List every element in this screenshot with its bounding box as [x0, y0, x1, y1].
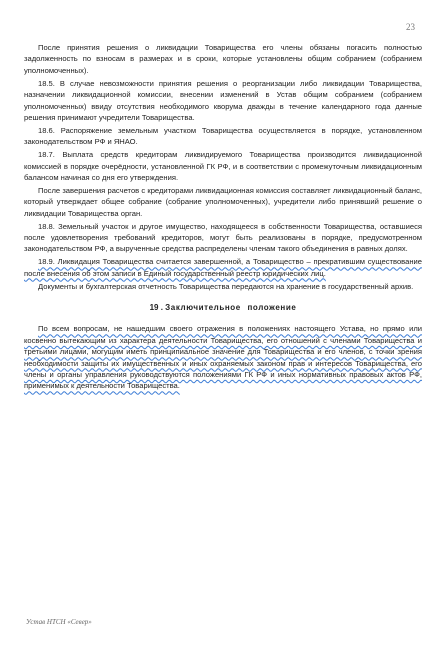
paragraph-18-9-text: 18.9. Ликвидация Товарищества считается завершенной, а Товарищество – прекратившим существование после внесения об этом записи в Единый государственный реестр юридических лиц. [24, 257, 422, 278]
section-title-word2: положение [247, 303, 297, 313]
section-number: 19 . [149, 303, 163, 313]
paragraph-archive: Документы и бухгалтерская отчетность Товарищества передаются на хранение в государственный архив. [38, 281, 414, 291]
paragraph-18-7: 18.7. Выплата средств кредиторам ликвидируемого Товарищества производится ликвидационной комиссией в порядке очерёдности, установленной ГК РФ, и в соответствии с промежуточным ликвидационным балансом начиная со дня его утверждения. [24, 150, 422, 182]
document-body [24, 42, 422, 393]
section-heading [24, 302, 422, 313]
final-provision-paragraph [24, 323, 422, 391]
page-number: 23 [406, 22, 415, 32]
paragraph-18-8: 18.8. Земельный участок и другое имущество, находящееся в собственности Товарищества, оставшиеся после удовлетворения требований кредиторов, могут быть реализованы в порядке, предусмотренном законодательством РФ, а вырученные средства распределены членам такого объединения в равных долях. [24, 221, 422, 254]
paragraph-18-6: 18.6. Распоряжение земельным участком Товарищества осуществляется в порядке, установленном законодательством РФ и ЯНАО. [24, 125, 422, 147]
section-title-word1: Заключительное [165, 303, 241, 313]
paragraph-18-9 [24, 256, 422, 279]
document-footer: Устав НТСН «Север» [26, 618, 92, 626]
paragraph-liquidation-dues: После принятия решения о ликвидации Товарищества его члены обязаны погасить полностью задолженность по взносам в размерах и в сроки, которые установлены общим собранием (собранием уполномоченных). [24, 43, 422, 75]
paragraph-liquidation-balance: После завершения расчетов с кредиторами ликвидационная комиссия составляет ликвидационный баланс, который утверждает общее собрание (собрание уполномоченных), учредители либо принявший решение о ликвидации Товарищества орган. [24, 185, 422, 218]
paragraph-18-5: 18.5. В случае невозможности принятия решения о реорганизации либо ликвидации Товарищества, назначении ликвидационной комиссии, внесении изменений в Устав общим собранием (собранием уполномоченных) ввиду отсутствия необходимого кворума дважды в течение календарного года данные решения принимают учредители Товарищества. [24, 78, 422, 122]
final-provision-text: По всем вопросам, не нашедшим своего отражения в положениях настоящего Устава, но прямо или косвенно вытекающим из характера деятельности Товарищества, его отношений с членами Товарищества и третьими лицами, могущим иметь принципиальное значение для Товарищества и его членов, с точки зрения необходимости защиты их имущественных и иных охраняемых законом прав и интересов Товарищества, его члены и органы управления руководствуются положениями ГК РФ и иных нормативных правовых актов РФ, применимых к деятельности Товарищества. [24, 324, 422, 391]
